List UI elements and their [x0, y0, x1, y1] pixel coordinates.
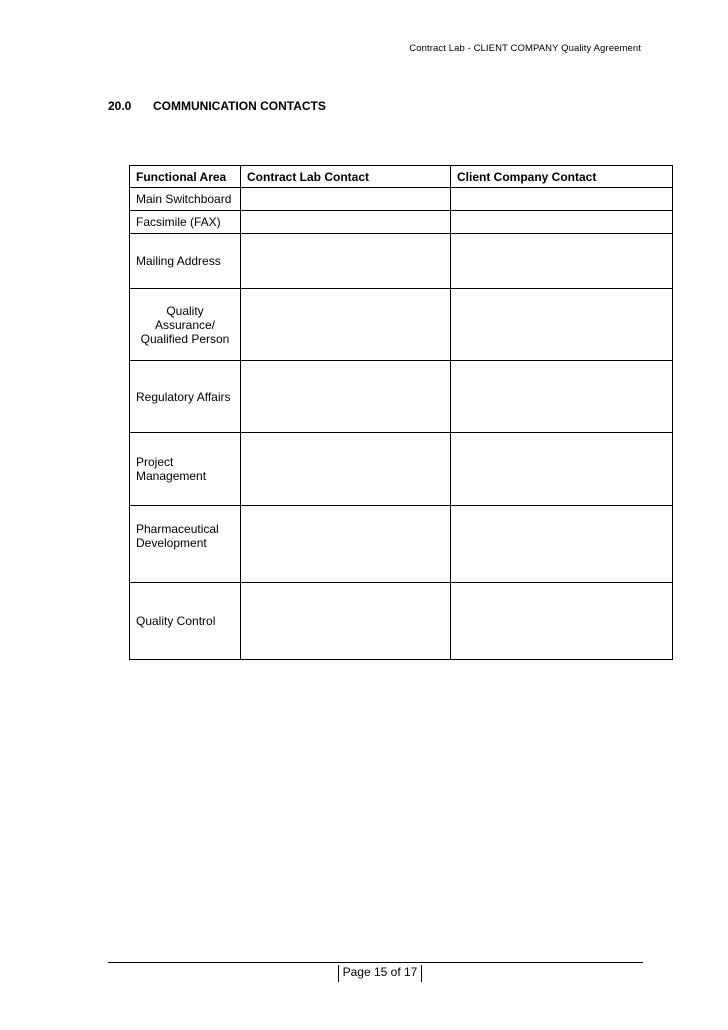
contract-lab-contact-cell[interactable]	[241, 211, 451, 234]
functional-area-line: Quality	[166, 303, 204, 318]
table-header-row	[130, 166, 673, 188]
table-row	[130, 433, 673, 506]
column-header-client-company-contact: Client Company Contact	[451, 166, 673, 188]
functional-area-line: Project	[136, 455, 174, 469]
client-company-contact-cell[interactable]	[451, 234, 673, 289]
table-row	[130, 289, 673, 361]
functional-area-line: Management	[136, 469, 207, 483]
page-number: Page 15 of 17	[338, 965, 422, 982]
functional-area-line: Development	[136, 536, 207, 550]
contract-lab-contact-cell[interactable]	[241, 583, 451, 660]
client-company-contact-cell[interactable]	[451, 361, 673, 433]
contract-lab-contact-cell[interactable]	[241, 188, 451, 211]
table-row	[130, 188, 673, 211]
table-row	[130, 361, 673, 433]
functional-area-line: Assurance/	[154, 317, 216, 332]
functional-area-cell: Quality Control	[130, 583, 241, 660]
contract-lab-contact-cell[interactable]	[241, 433, 451, 506]
table-row	[130, 506, 673, 583]
running-header: Contract Lab - CLIENT COMPANY Quality Agreement	[409, 43, 641, 54]
section-heading	[108, 99, 326, 113]
section-number: 20.0	[108, 99, 132, 113]
contract-lab-contact-cell[interactable]	[241, 506, 451, 583]
client-company-contact-cell[interactable]	[451, 506, 673, 583]
contract-lab-contact-cell[interactable]	[241, 289, 451, 361]
functional-area-text-block	[136, 506, 234, 550]
table-row	[130, 583, 673, 660]
functional-area-cell: Regulatory Affairs	[130, 361, 241, 433]
functional-area-cell	[130, 289, 241, 361]
table-row	[130, 211, 673, 234]
contacts-table	[129, 165, 673, 660]
client-company-contact-cell[interactable]	[451, 289, 673, 361]
column-header-functional-area: Functional Area	[130, 166, 241, 188]
functional-area-line: Pharmaceutical	[136, 522, 219, 536]
column-header-contract-lab-contact: Contract Lab Contact	[241, 166, 451, 188]
functional-area-cell	[130, 506, 241, 583]
client-company-contact-cell[interactable]	[451, 188, 673, 211]
client-company-contact-cell[interactable]	[451, 433, 673, 506]
functional-area-line: Qualified Person	[140, 331, 230, 346]
client-company-contact-cell[interactable]	[451, 211, 673, 234]
functional-area-cell: Facsimile (FAX)	[130, 211, 241, 234]
footer-divider	[108, 962, 643, 963]
table-row	[130, 234, 673, 289]
functional-area-cell	[130, 433, 241, 506]
contract-lab-contact-cell[interactable]	[241, 234, 451, 289]
section-title: COMMUNICATION CONTACTS	[153, 99, 326, 113]
contract-lab-contact-cell[interactable]	[241, 361, 451, 433]
functional-area-cell: Main Switchboard	[130, 188, 241, 211]
client-company-contact-cell[interactable]	[451, 583, 673, 660]
functional-area-cell: Mailing Address	[130, 234, 241, 289]
